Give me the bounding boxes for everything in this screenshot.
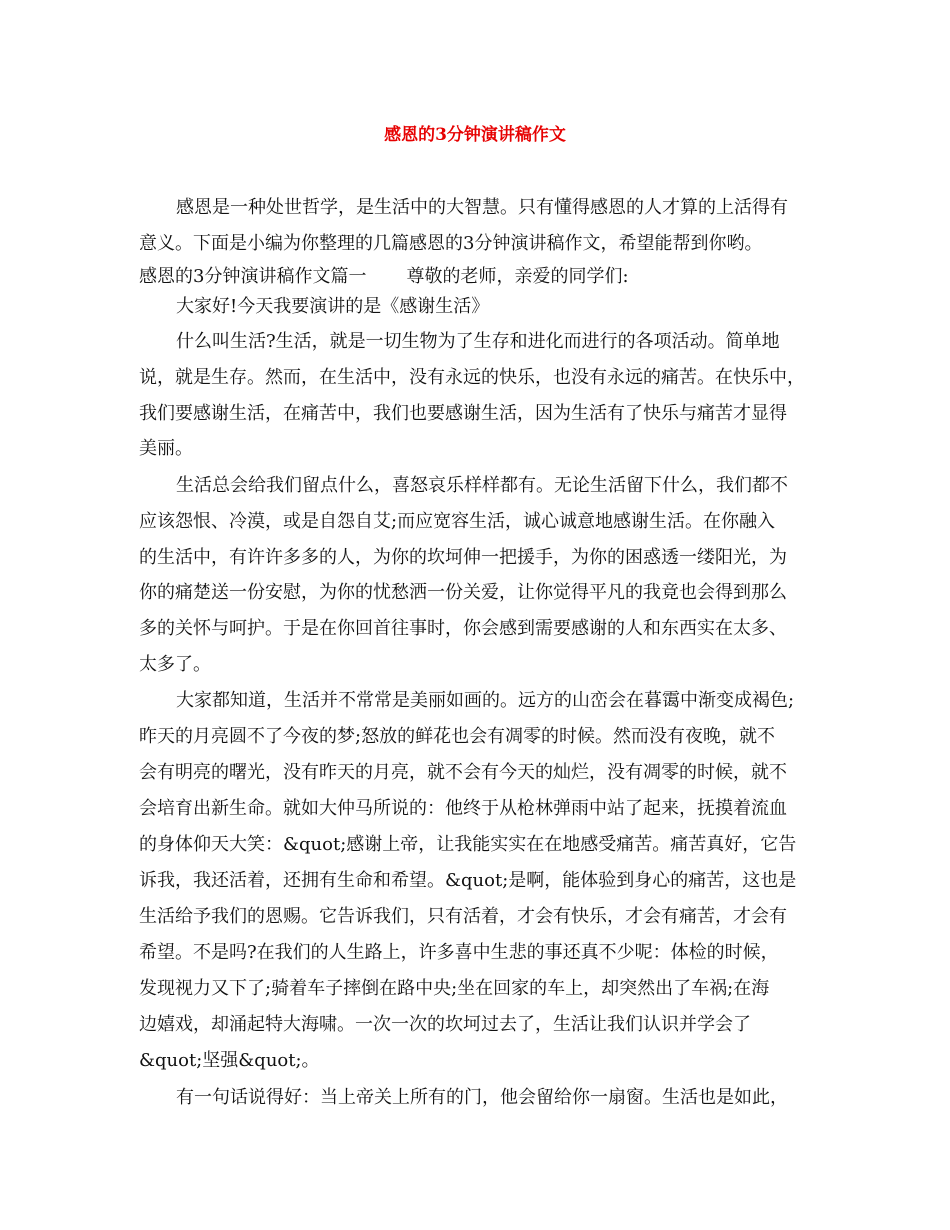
paragraph-line: 有一句话说得好：当上帝关上所有的门，他会留给你一扇窗。生活也是如此， [176,1087,788,1108]
heading-line [139,265,629,289]
paragraph-line: 大家好!今天我要演讲的是《感谢生活》 [176,296,490,317]
document-title: 感恩的3分钟演讲稿作文 [384,125,566,145]
paragraph-line: 太多了。 [139,654,211,675]
paragraph-line: 的身体仰天大笑：&quot;感谢上帝，让我能实实在在地感受痛苦。痛苦真好，它告 [139,834,797,855]
paragraph-line: 的生活中，有许许多多的人，为你的坎坷伸一把援手，为你的困惑透一缕阳光，为 [139,547,787,568]
paragraph-line: 应该怨恨、冷漠，或是自怨自艾;而应宽容生活，诚心诚意地感谢生活。在你融入 [139,511,776,532]
paragraph-line: 什么叫生活?生活，就是一切生物为了生存和进化而进行的各项活动。简单地 [176,331,780,352]
paragraph-line: 生活总会给我们留点什么，喜怒哀乐样样都有。无论生活留下什么，我们都不 [176,475,788,496]
paragraph-line: 发现视力又下了;骑着车子摔倒在路中央;坐在回家的车上，却突然出了车祸;在海 [139,978,770,999]
paragraph-line: 多的关怀与呵护。于是在你回首往事时，你会感到需要感谢的人和东西实在太多、 [139,618,787,639]
paragraph-line: 说，就是生存。然而，在生活中，没有永远的快乐，也没有永远的痛苦。在快乐中， [139,367,805,388]
paragraph-line: 昨天的月亮圆不了今夜的梦;怒放的鲜花也会有凋零的时候。然而没有夜晚，就不 [139,726,776,747]
paragraph-line: 你的痛楚送一份安慰，为你的忧愁洒一份关爱，让你觉得平凡的我竟也会得到那么 [139,582,787,603]
paragraph-line: 边嬉戏，却涌起特大海啸。一次一次的坎坷过去了，生活让我们认识并学会了 [139,1014,751,1035]
paragraph-line: 会培育出新生命。就如大仲马所说的：他终于从枪林弹雨中站了起来，抚摸着流血 [139,798,787,819]
paragraph-line: 希望。不是吗?在我们的人生路上，许多喜中生悲的事还真不少呢：体检的时候， [139,942,779,963]
paragraph-line: 会有明亮的曙光，没有昨天的月亮，就不会有今天的灿烂，没有凋零的时候，就不 [139,762,787,783]
paragraph-line: &quot;坚强&quot;。 [139,1050,320,1071]
paragraph-line: 诉我，我还活着，还拥有生命和希望。&quot;是啊，能体验到身心的痛苦，这也是 [139,870,797,891]
paragraph-line: 感恩是一种处世哲学，是生活中的大智慧。只有懂得感恩的人才算的上活得有 [176,197,788,218]
paragraph-line: 我们要感谢生活，在痛苦中，我们也要感谢生活，因为生活有了快乐与痛苦才显得 [139,403,787,424]
section-heading: 感恩的3分钟演讲稿作文篇一 [139,266,367,287]
paragraph-line: 美丽。 [139,438,193,459]
paragraph-line: 生活给予我们的恩赐。它告诉我们，只有活着，才会有快乐，才会有痛苦，才会有 [139,906,787,927]
paragraph-line: 大家都知道，生活并不常常是美丽如画的。远方的山峦会在暮霭中渐变成褐色; [176,690,795,711]
paragraph-line: 意义。下面是小编为你整理的几篇感恩的3分钟演讲稿作文，希望能帮到你哟。 [139,233,763,254]
salutation: 尊敬的老师，亲爱的同学们: [406,266,629,287]
